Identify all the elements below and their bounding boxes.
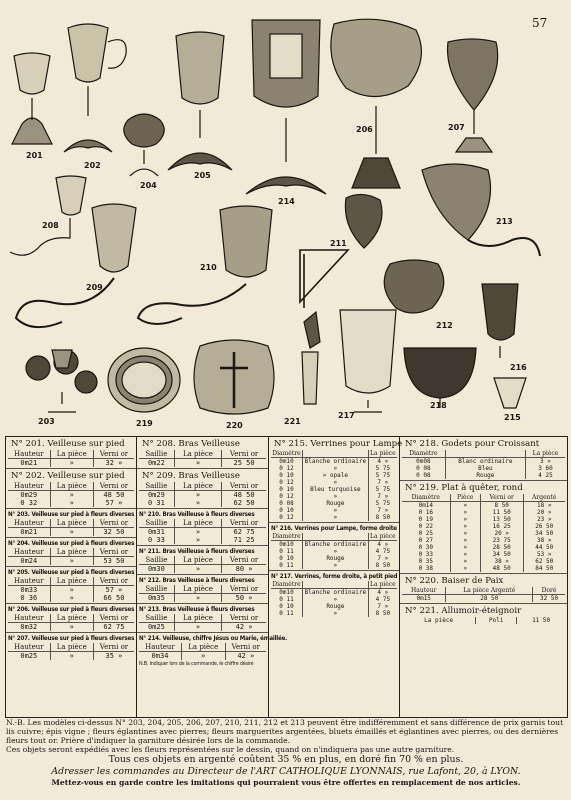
price-table: Hauteur La pièce Verni or 0m33 » 57 » 0 36 » 66 50 [8,577,134,602]
section-title: N° 206. Veilleuse sur pied à fleurs diverses [8,606,135,613]
table-row: 0m29 » 48 50 [8,491,134,500]
section-title: N° 204. Veilleuse sur pied à fleurs diverses [8,540,135,547]
price-table [402,617,565,624]
section-title: N° 215. Verrines pour Lampe [274,439,403,449]
section-title: N° 211. Bras Veilleuse à fleurs diverses [139,548,255,555]
fig-num-202: 202 [84,161,101,170]
col-veilleuses-sur-pied [6,437,137,717]
table-row: 0 10 Bleu turquoise 5 75 [271,486,397,493]
section-212 [137,575,268,604]
section-title: N° 202. Veilleuse sur pied [11,471,125,481]
section-219 [400,481,567,574]
table-row: 0 08 Rouge 4 25 [402,472,565,479]
fig-num-208: 208 [42,221,59,230]
table-row: 0m14 » 8 50 18 » [402,502,565,510]
fig-num-206: 206 [356,125,373,134]
fig-num-220: 220 [226,421,243,430]
expedition-note: Ces objets seront expédiés avec les fleurs représentées sur le dessin, quand on n'indiquera pas une autre garniture. [6,745,455,754]
lamp-202-illustration [64,24,126,152]
plate-219-illustration [108,348,180,412]
table-row: 0m21 » 32 50 [8,528,134,537]
table-row: 0m10 Blanche ordinaire 4 » [271,458,397,466]
section-title: N° 216. Verrines pour Lampe, forme droite [271,525,397,532]
table-row: 0 11 » 8 50 [271,562,397,569]
table-row: 0m10 Blanche ordinaire 4 » [271,541,397,549]
warning-note: Mettez-vous en garde contre les imitations qui pourraient vous être offertes en remplacement de nos articles. [51,778,521,787]
table-row: 0m08 Blanc ordinaire 3 » [402,458,565,466]
price-table: Saillie La pièce Verni or 0m31 » 62 75 0 33 » 71 25 [139,519,266,544]
section-220 [400,574,567,604]
fig-num-218: 218 [430,401,447,410]
section-208 [137,437,268,469]
table-row: 0m24 » 53 50 [8,557,134,566]
table-row: 0m31 » 62 75 [139,528,266,537]
table-row: 0 12 » 5 75 [271,465,397,472]
lamp-211-illustration [300,194,382,308]
glass-217-illustration [340,310,396,412]
section-title: N° 214. Veilleuse, chiffre Jésus ou Marie, émaillée. [139,635,288,642]
section-note: N.B. Indiquer lors de la commande, le chiffre désiré [139,661,254,667]
table-row: 0m15 28 50 32 50 [402,595,565,603]
table-row: 0m29 » 48 50 [139,491,266,500]
section-title: N° 218. Godets pour Croissant [405,439,540,449]
price-table: Diamètre La pièce 0m10 Blanche ordinaire 4 » 0 11 » 4 75 0 10 Rouge 7 » 0 11 » 8 50 [272,533,396,569]
fig-num-221: 221 [284,417,301,426]
table-row: 0m30 » 80 » [139,565,266,574]
lamp-214-illustration [246,20,326,194]
section-217 [269,571,399,618]
fig-num-201: 201 [26,151,43,160]
table-row: 0 12 » 7 » [271,479,397,486]
lamp-207-illustration [448,39,498,152]
cup-218-illustration [404,348,476,408]
fig-num-203: 203 [38,417,55,426]
section-title: N° 210. Bras Veilleuse à fleurs diverses [139,511,255,518]
price-table: Saillie La pièce Verni or 0m35 » 50 » [139,585,266,602]
table-row: 0m35 » 50 » [139,594,266,603]
table-row: 0 33 » 34 50 53 » [402,551,565,558]
fig-num-210: 210 [200,263,217,272]
fig-num-204: 204 [140,181,157,190]
price-table: Hauteur La pièce Verni or 0m34 » 42 » [139,643,266,660]
fig-num-212: 212 [436,321,453,330]
page-number: 57 [532,16,548,30]
section-title: N° 201. Veilleuse sur pied [11,439,125,449]
section-207 [6,633,136,661]
price-table: Hauteur La pièce Verni or 0m29 » 48 50 0 32 » 57 » [8,482,134,507]
lamp-212-illustration [384,260,444,313]
section-205 [6,567,136,604]
table-row: 0 33 » 71 25 [139,536,266,544]
lamp-203-illustration [26,350,97,412]
section-title: N° 208. Bras Veilleuse [142,439,240,449]
lamp-206-illustration [331,19,422,188]
table-row: 0 10 » opale 5 75 [271,472,397,479]
table-row: 0 11 » 4 75 [271,596,397,603]
fig-num-211: 211 [330,239,347,248]
price-table: Diamètre La pièce 0m10 Blanche ordinaire 4 » 0 12 » 5 75 0 10 » opale 5 75 0 12 » 7 » 0 10 Bleu turquoise 5 75 0 12 » 7 » 0 08 Rouge 5 75 0 10 » 7 » 0 12 » 8 50 [272,450,396,521]
section-title: N° 207. Veilleuse sur pied à fleurs diverses [8,635,135,642]
table-row: 0 08 Bleu 3 60 [402,465,565,472]
nb-note: N.-B. Les modèles ci-dessus N° 203, 204, 205, 206, 207, 210, 211, 212 et 213 peuvent être indifféremment et sans différence de prix garnis tout lis cuivre; épis vigne ; fleurs églantines avec pierres; fleurs marguerites argentées, bluets émaillés et églantines avec pierres, ou des dernières fleurs tout or. Prière d'indiquer la garniture désirée lors de la commande. [6,718,564,745]
address-note: Adresser les commandes au Directeur de l'ART CATHOLIQUE LYONNAIS, rue Lafont, 20, à LYON. [51,766,521,777]
section-221 [400,604,567,625]
price-table: Diamètre Pièce Verni or Argenté 0m14 » 8 50 18 » 0 16 » 11 50 20 » 0 19 » 13 50 23 » 0 22 » 16 25 26 50 0 25 » 20 » 34 50 0 27 » 23 75 38 » 0 30 » 28 50 44 50 0 33 » 34 50 53 » 0 35 » 38 » 62 50 0 38 » 48 50 84 50 [402,494,565,572]
lamp-208-illustration [10,176,86,255]
table-row: 0 10 Rouge 7 » [271,603,397,610]
price-table: Diamètre La pièce 0m10 Blanche ordinaire 4 » 0 11 » 4 75 0 10 Rouge 7 » 0 11 » 8 50 [272,581,396,617]
price-table: Hauteur La pièce Verni or 0m21 » 32 » [8,450,134,467]
price-note: Tous ces objets en argenté coûtent 35 % en plus, en doré fin 70 % en plus. [108,754,464,765]
table-row: 0m21 » 32 » [8,459,134,468]
price-table: Hauteur La pièce Verni or 0m25 » 35 » [8,643,134,660]
table-row: 0 10 » 7 » [271,507,397,514]
price-table: Saillie La pièce Verni or 0m30 » 80 » [139,556,266,573]
table-row: 0 30 » 28 50 44 50 [402,544,565,551]
price-table: Saillie La pièce Verni or 0m25 » 42 » [139,614,266,631]
fig-num-219: 219 [136,419,153,428]
table-row: 0m32 » 62 75 [8,623,134,632]
fig-num-217: 217 [338,411,355,420]
table-row: 0m33 » 57 » [8,586,134,595]
table-row: 0m22 » 25 50 [139,459,266,468]
lamp-213-illustration [422,164,540,256]
fig-num-209: 209 [86,283,103,292]
table-row: 0m25 » 42 » [139,623,266,632]
section-title: N° 217. Verrines, forme droite, à petit pied [271,573,398,580]
price-table: Hauteur La pièce Argenté Doré 0m15 28 50 32 50 [402,587,565,602]
table-row: 0m10 Blanche ordinaire 4 » [271,589,397,597]
glass-215-illustration [494,378,526,408]
section-201 [6,437,136,469]
section-213 [137,604,268,633]
fig-num-207: 207 [448,123,465,132]
section-215 [269,437,403,523]
fig-num-205: 205 [194,171,211,180]
section-210 [137,509,268,546]
table-row: 0 27 » 23 75 38 » [402,537,565,544]
section-218 [400,437,567,481]
section-title: N° 220. Baiser de Paix [405,576,504,586]
price-table: Hauteur La pièce Verni or 0m21 » 32 50 [8,519,134,536]
section-209 [137,469,268,509]
price-table: Hauteur La pièce Verni or 0m24 » 53 50 [8,548,134,565]
table-row: 0 35 » 38 » 62 50 [402,558,565,565]
section-title: N° 203. Veilleuse sur pied à fleurs diverses [8,511,135,518]
col-godets-plats [400,437,567,717]
table-row: 0 16 » 11 50 20 » [402,509,565,516]
catalog-illustrations [4,12,567,432]
price-table: Diamètre La pièce 0m08 Blanc ordinaire 3 » 0 08 Bleu 3 60 0 08 Rouge 4 25 [402,450,565,479]
section-204 [6,538,136,567]
col-verrines [269,437,403,717]
fig-num-215: 215 [504,413,521,422]
lamp-209-illustration [16,204,136,327]
footer-notes [6,718,566,787]
table-row: 0 31 » 62 50 [139,499,266,507]
table-row: 0 32 » 57 » [8,499,134,507]
col-bras-veilleuse [137,437,288,717]
table-row: 0 38 » 48 50 84 50 [402,565,565,572]
section-211 [137,546,268,575]
pax-220-illustration [194,340,274,414]
fig-num-216: 216 [510,363,527,372]
table-row: 0 10 Rouge 7 » [271,555,397,562]
table-row: 0 25 » 20 » 34 50 [402,530,565,537]
fig-num-213: 213 [496,217,513,226]
snuffer-221-illustration [302,312,320,404]
table-row: 0 19 » 13 50 23 » [402,516,565,523]
price-table: Hauteur La pièce Verni or 0m32 » 62 75 [8,614,134,631]
section-214 [137,633,288,669]
section-title: N° 219. Plat à quêter, rond [405,483,523,493]
section-216 [269,523,399,571]
table-row: 0 12 » 7 » [271,493,397,500]
table-row: 0 12 » 8 50 [271,514,397,521]
section-title: N° 212. Bras Veilleuse à fleurs diverses [139,577,255,584]
table-row: 0 11 » 8 50 [271,610,397,617]
table-row: 0 22 » 16 25 26 50 [402,523,565,530]
glass-216-illustration [482,284,518,358]
table-row: 0 11 » 4 75 [271,548,397,555]
section-203 [6,509,136,538]
lamp-201-illustration [12,53,52,144]
section-title: N° 221. Allumoir-éteignoir [405,606,522,616]
section-202 [6,469,136,509]
table-row: La pièce Poli 11 50 [402,617,565,624]
price-table: Saillie La pièce Verni or 0m29 » 48 50 0 31 » 62 50 [139,482,266,507]
section-title: N° 213. Bras Veilleuse à fleurs diverses [139,606,255,613]
price-table: Saillie La pièce Verni or 0m22 » 25 50 [139,450,266,467]
table-row: 0 36 » 66 50 [8,594,134,602]
lamp-205-illustration [168,32,232,170]
table-row: 0m34 » 42 » [139,652,266,661]
section-title: N° 209. Bras Veilleuse [142,471,240,481]
fig-num-214: 214 [278,197,295,206]
table-row: 0m25 » 35 » [8,652,134,661]
section-title: N° 205. Veilleuse sur pied à fleurs diverses [8,569,135,576]
price-grid [5,436,568,718]
section-206 [6,604,136,633]
table-row: 0 08 Rouge 5 75 [271,500,397,507]
lamp-204-illustration [124,114,164,176]
